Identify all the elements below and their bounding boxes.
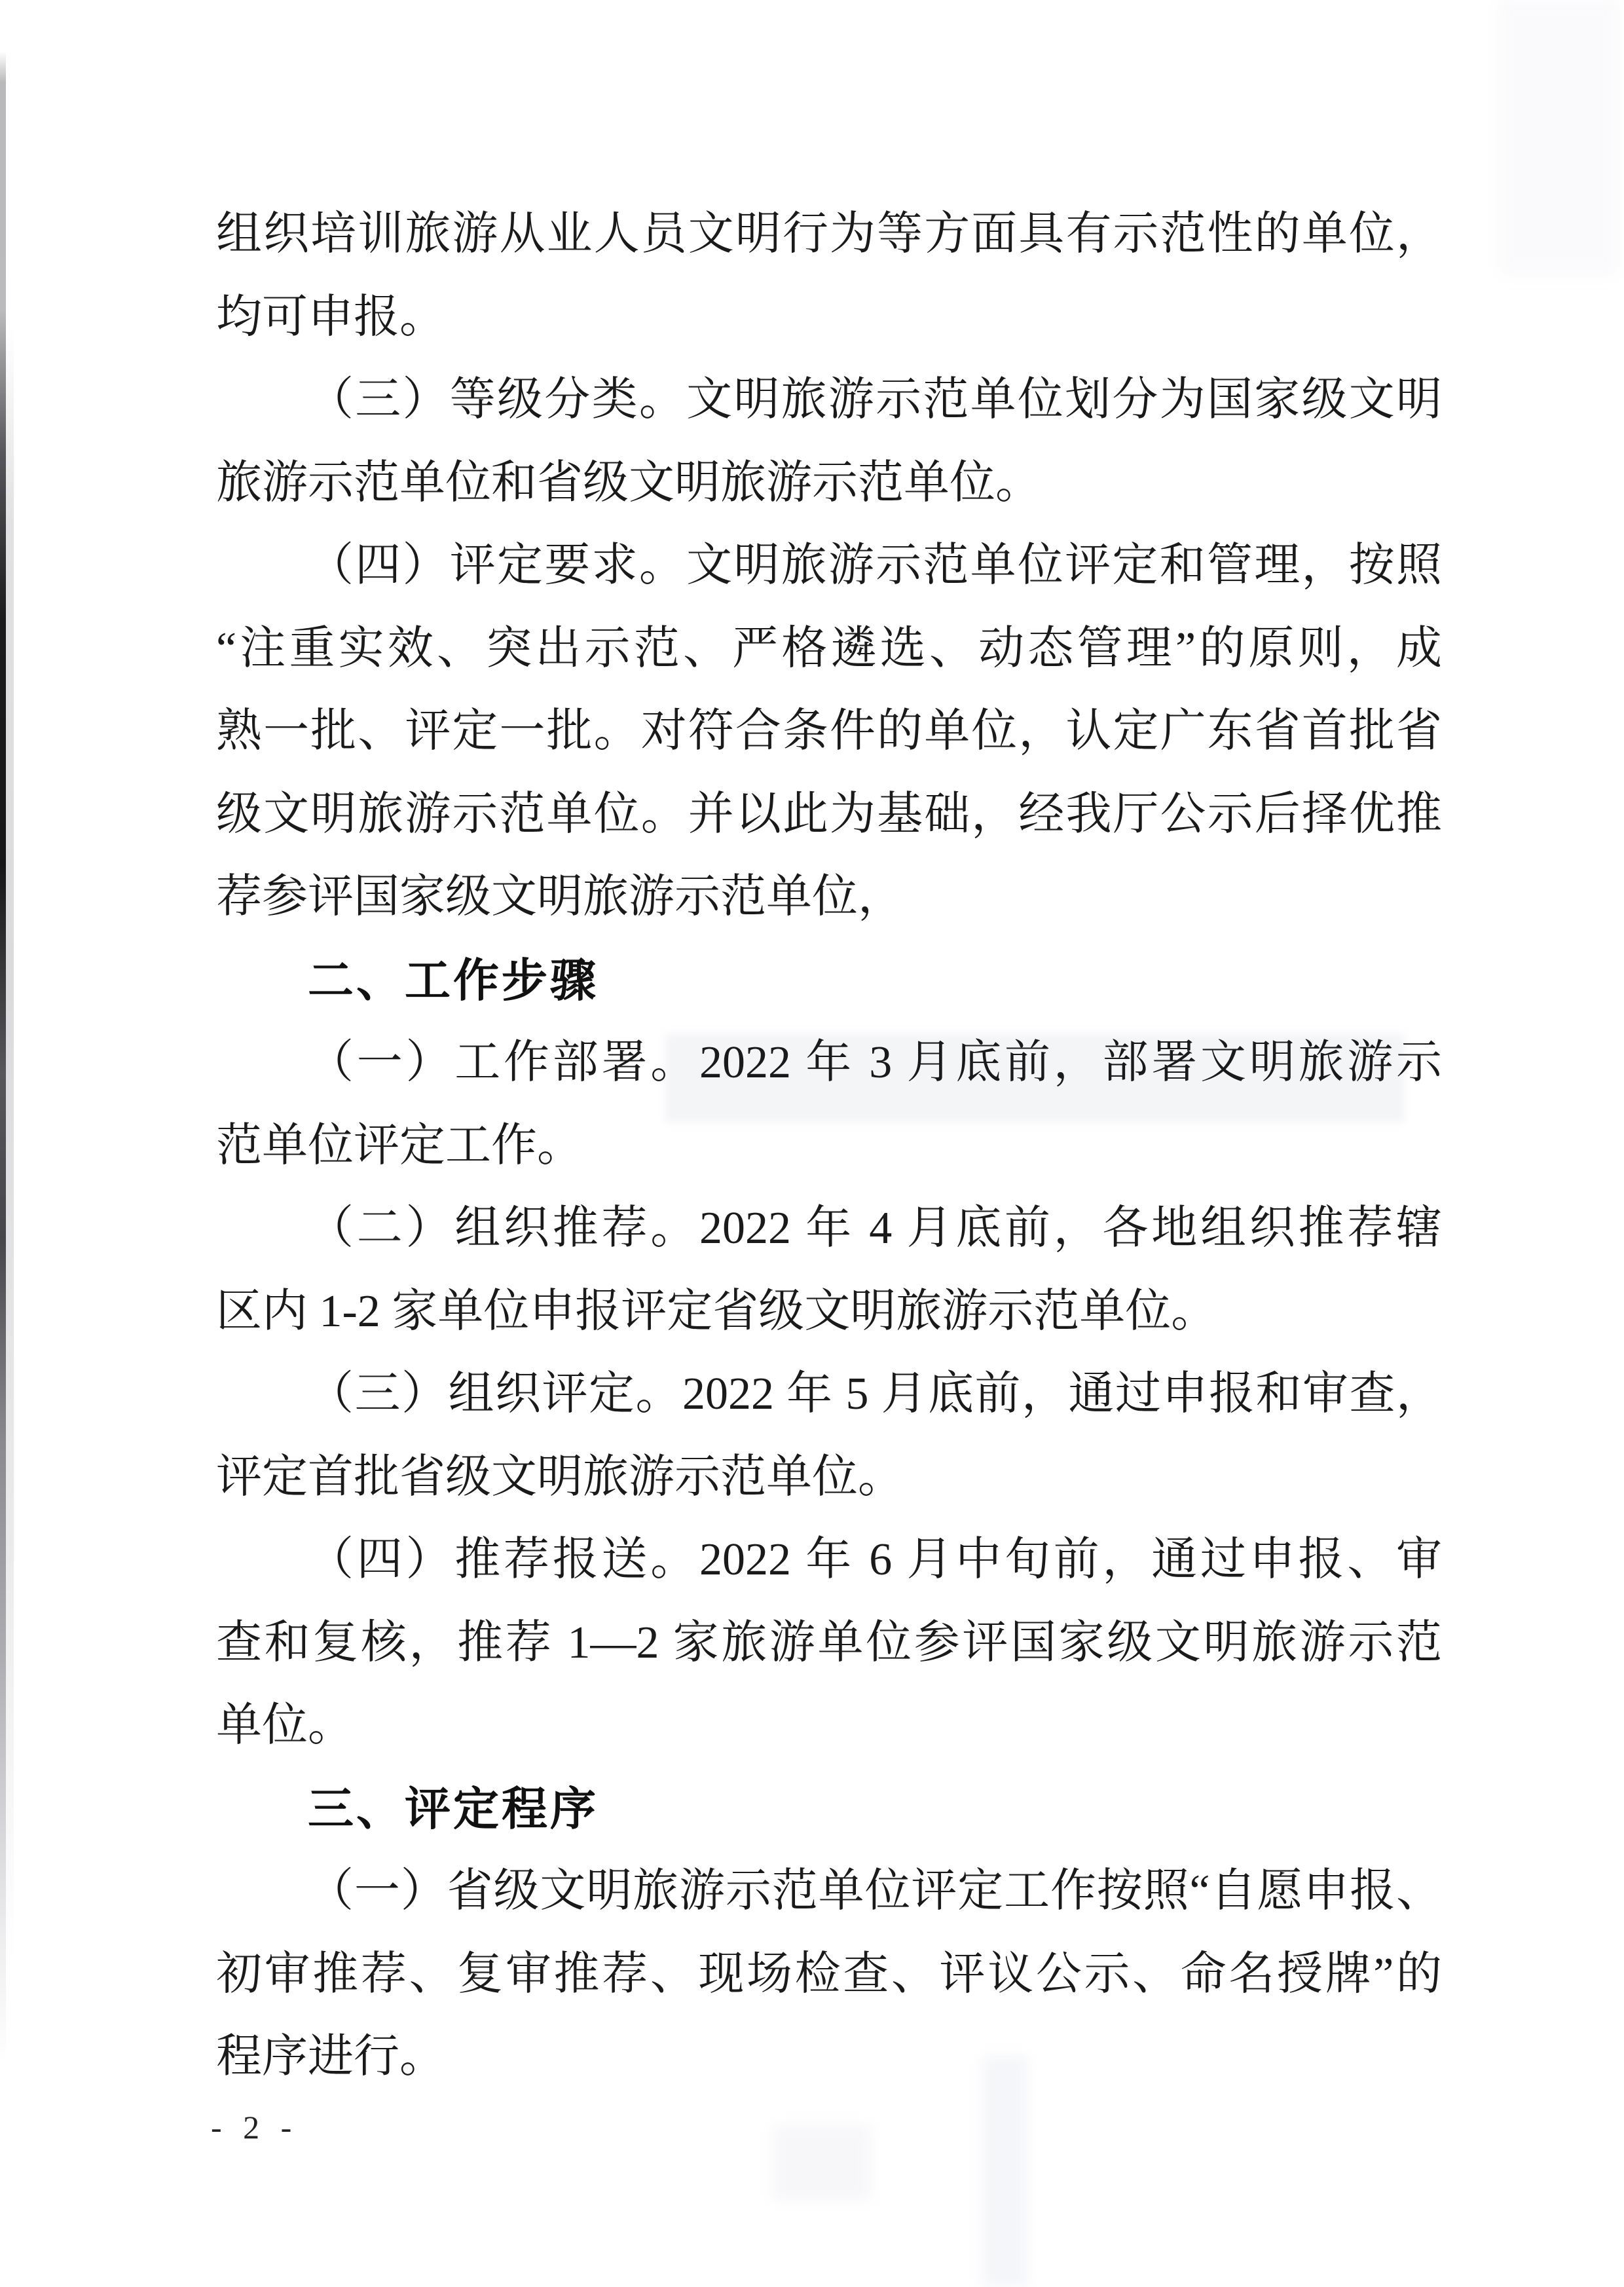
text-line: 单位。 [216,1700,354,1751]
text-line: 熟一批、评定一批。对符合条件的单位，认定广东省首批省 [216,706,1442,756]
scan-streak [0,0,6,2063]
text-line: （四）推荐报送。2022 年 6 月中旬前，通过申报、审 [308,1534,1442,1585]
text-line: 评定首批省级文明旅游示范单位。 [216,1451,904,1502]
section-heading: 二、工作步骤 [308,954,599,1006]
text-line: 荐参评国家级文明旅游示范单位， [216,872,904,922]
section-heading: 三、评定程序 [308,1783,599,1834]
text-line: 区内 1-2 家单位申报评定省级文明旅游示范单位。 [216,1286,1217,1337]
text-line: （二）组织推荐。2022 年 4 月底前，各地组织推荐辖 [308,1203,1442,1254]
text-line: 初审推荐、复审推荐、现场检查、评议公示、命名授牌”的 [216,1948,1442,1999]
scan-smudge [773,2125,871,2201]
scan-streak-halo [6,327,14,1965]
text-line: “注重实效、突出示范、严格遴选、动态管理”的原则，成 [216,623,1442,674]
text-line: （一）省级文明旅游示范单位评定工作按照“自愿申报、 [308,1866,1442,1916]
text-line: 组织培训旅游从业人员文明行为等方面具有示范性的单位， [216,209,1442,259]
text-line: 范单位评定工作。 [216,1120,583,1171]
scan-smudge [1500,0,1617,275]
text-line: （一）工作部署。2022 年 3 月底前，部署文明旅游示 [308,1037,1442,1088]
text-line: （四）评定要求。文明旅游示范单位评定和管理，按照 [308,540,1442,591]
text-line: 旅游示范单位和省级文明旅游示范单位。 [216,457,1041,508]
text-line: （三）组织评定。2022 年 5 月底前，通过申报和审查， [308,1369,1442,1419]
text-line: 级文明旅游示范单位。并以此为基础，经我厅公示后择优推 [216,789,1442,840]
text-line: （三）等级分类。文明旅游示范单位划分为国家级文明 [308,375,1442,425]
text-line: 均可申报。 [216,291,445,343]
page-number: - 2 - [211,2109,299,2146]
text-line: 查和复核，推荐 1—2 家旅游单位参评国家级文明旅游示范 [216,1617,1442,1668]
text-line: 程序进行。 [216,2032,445,2082]
document-body [216,193,1442,2099]
